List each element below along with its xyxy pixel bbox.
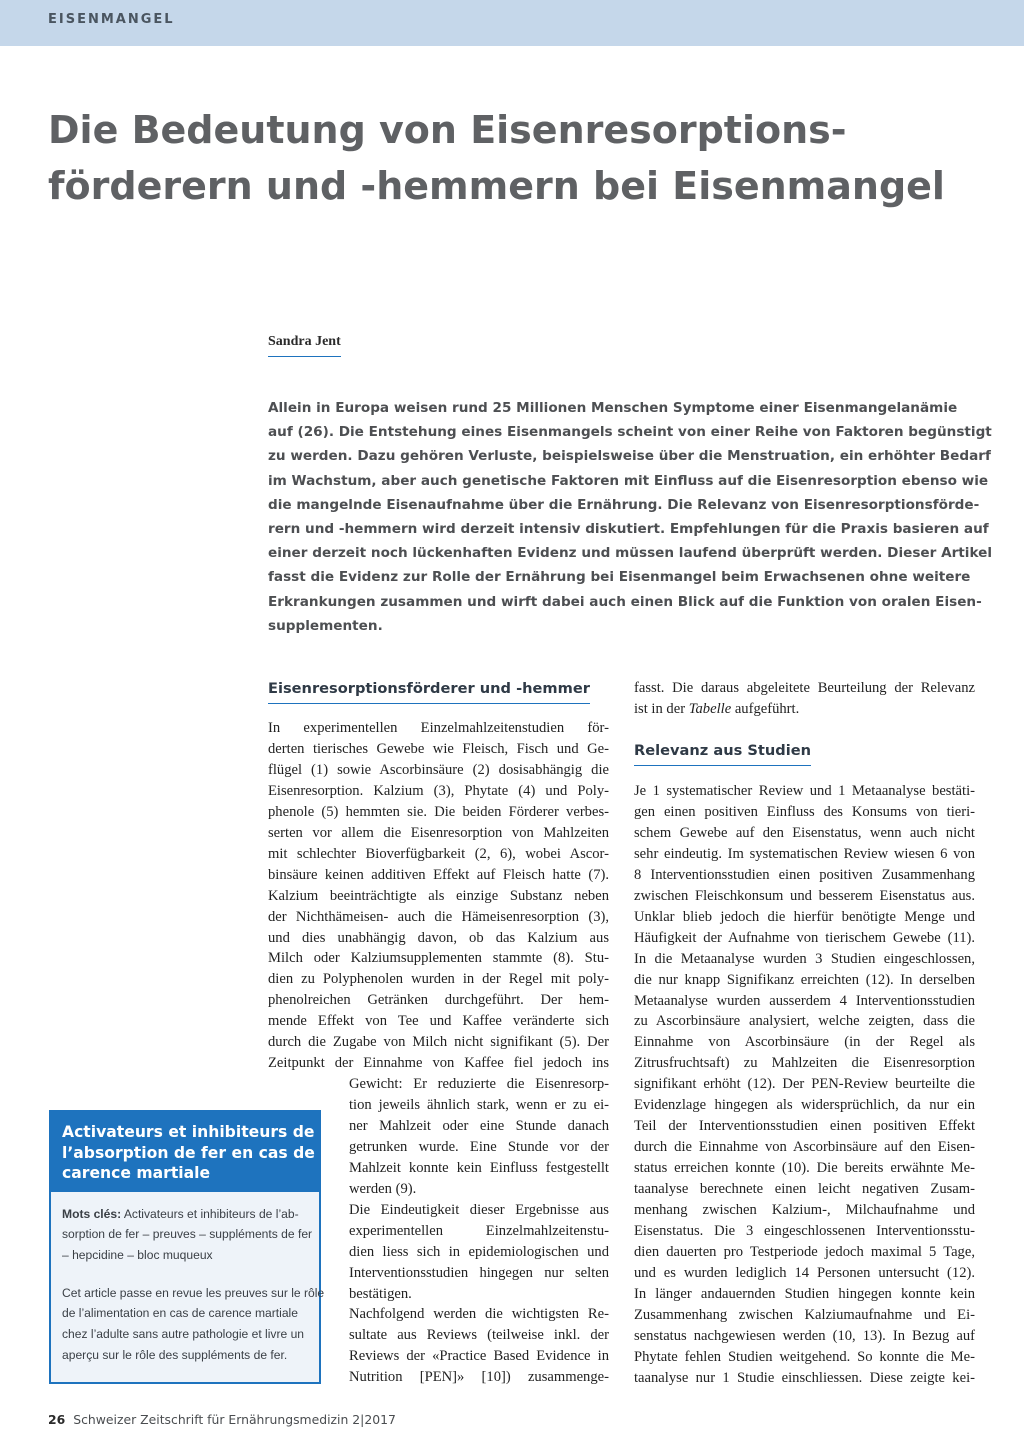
body-line: und es wurden lediglich 14 Personen untersucht (12). [634,1264,975,1281]
body-line: Phytate fehlen Studien weitgehend. So konnte die Me- [634,1348,975,1365]
summary-line: Cet article passe en revue les preuves sur le rôle [62,1285,325,1300]
body-line: experimentellen Einzelmahlzeitenstu- [349,1222,609,1239]
summary-line: de l’alimentation en cas de carence martiale [62,1306,298,1321]
body-line: bestätigen. [349,1285,412,1302]
body-line: fasst. Die daraus abgeleitete Beurteilung der Relevanz [634,680,975,696]
body-column-left-wide [268,718,609,1074]
body-line: flügel (1) sowie Ascorbinsäure (2) dosisabhängig die [268,761,609,778]
body-line: Milch oder Kalziumsupplementen stammte (8). Stu- [268,950,609,967]
body-line: durch die Einnahme von Ascorbinsäure auf den Eisen- [634,1139,975,1156]
body-line: durch die Zugabe von Milch nicht signifikant (5). Der [268,1034,609,1051]
author-name: Sandra Jent [268,334,341,357]
article-title [48,102,988,214]
body-column-left-narrow [349,1074,609,1388]
body-line: zu Ascorbinsäure analysiert, welche zeigten, dass die [634,1013,975,1030]
table-reference: Tabelle [688,700,732,717]
body-line [634,699,975,720]
lead-line: Allein in Europa weisen rund 25 Millionen Menschen Symptome einer Eisenmangelanämie [268,400,958,416]
body-text: aufgeführt. [731,700,800,717]
body-line: status erreichen konnte (10). Die bereits erwähnte Me- [634,1160,975,1177]
body-line: sultate aus Reviews (teilweise inkl. der [349,1327,609,1344]
lead-line: die mangelnde Eisenaufnahme über die Ernährung. Die Relevanz von Eisenresorptionsförde- [268,496,980,513]
body-line: Eisenstatus. Die 3 eingeschlossenen Interventionsstu- [634,1223,975,1240]
body-line: Interventionsstudien hingegen nur selten [349,1264,609,1281]
body-line: tion jeweils ähnlich stark, wenn er zu ei- [349,1096,609,1113]
french-summary-box [49,1110,325,1384]
heading-line: carence martiale [62,1164,211,1182]
body-line: die nur knapp Signifikanz erreichten (12). In derselben [634,971,975,988]
body-line: Zeitpunkt der Einnahme von Kaffee fiel jedoch ins [268,1055,609,1072]
body-line: Unklar blieb jedoch die hierfür benötigte Menge und [634,908,975,925]
body-line: schem Gewebe auf den Eisenstatus, wenn auch nicht [634,824,975,841]
body-line: Teil der Interventionsstudien einen positiven Effekt [634,1118,975,1135]
body-line: dien liess sich in epidemiologischen und [349,1243,609,1260]
body-line: serten vor allem die Eisenresorption von Mahlzeiten [268,824,609,841]
body-line: signifikant erhöht (12). Der PEN-Review beurteilte die [634,1076,975,1093]
body-line: Nachfolgend werden die wichtigsten Re- [349,1306,609,1323]
body-column-right [634,781,975,1389]
body-line: zwischen Fleischkonsum und besserem Eisenstatus aus. [634,887,975,904]
lead-line: supplementen. [268,617,383,634]
heading-line: l’absorption de fer en cas de [62,1143,315,1162]
body-line: Einnahme von Ascorbinsäure (in der Regel als [634,1034,975,1051]
french-summary-body [51,1192,325,1366]
body-line: Häufigkeit der Aufnahme von tierischem Gewebe (11). [634,929,975,946]
body-line: In die Metaanalyse wurden 3 Studien eingeschlossen, [634,950,975,967]
lead-line: einer derzeit noch lückenhaften Evidenz und müssen laufend überprüft werden. Dieser Artikel [268,545,993,562]
body-line: getrunken wurde. Eine Stunde vor der [349,1138,609,1155]
body-line: und dies unabhängig davon, ob das Kalzium aus [268,929,609,946]
lead-line: fasst die Evidenz zur Rolle der Ernährung bei Eisenmangel beim Erwachsenen ohne weitere [268,569,971,586]
lead-line: im Wachstum, aber auch genetische Faktoren mit Einfluss auf die Eisenresorption ebenso wie [268,472,989,489]
summary-line: chez l’adulte sans autre pathologie et livre un [62,1327,305,1342]
body-line: In experimentellen Einzelmahlzeitenstudien för- [268,720,609,736]
title-line: förderern und -hemmern bei Eisenmangel [48,164,945,208]
body-line: der Nichthämeisen- auch die Hämeisenresorption (3), [268,908,609,925]
body-line: Kalzium beeinträchtigte als einzige Substanz neben [268,887,609,904]
body-line: binsäure keinen additiven Effekt auf Fleisch hatte (7). [268,866,609,883]
page-number: 26 [48,1412,66,1427]
section-heading-foerderer: Eisenresorptionsförderer und -hemmer [268,680,590,704]
body-line: Gewicht: Er reduzierte die Eisenresorp- [349,1076,609,1092]
body-line: Mahlzeit konnte kein Einfluss festgestellt [349,1159,609,1176]
keywords-label: Mots clés: [62,1206,122,1221]
body-line: senstatus nachgewiesen werden (10, 13). In Bezug auf [634,1327,975,1344]
body-line: Zusammenhang zwischen Kalziumaufnahme und Ei- [634,1306,975,1323]
title-line: Die Bedeutung von Eisenresorptions- [48,108,847,152]
body-line: Je 1 systematischer Review und 1 Metaanalyse bestäti- [634,783,975,799]
lead-line: Erkrankungen zusammen und wirft dabei auch einen Blick auf die Funktion von oralen Eisen- [268,593,982,610]
keywords-text: Activateurs et inhibiteurs de l’ab- [121,1206,299,1221]
summary-line: aperçu sur le rôle des suppléments de fer. [62,1347,288,1362]
french-summary-heading [51,1112,319,1192]
body-line: Metaanalyse wurden ausserdem 4 Interventionsstudien [634,992,975,1009]
section-heading-relevanz: Relevanz aus Studien [634,742,811,766]
body-line: taanalyse nur 1 Studie einschliessen. Diese zeigte kei- [634,1369,975,1386]
body-line: Reviews der «Practice Based Evidence in [349,1348,609,1365]
body-text: ist in der [634,700,689,717]
body-line: phenole (5) hemmten sie. Die beiden Förderer verbes- [268,803,609,820]
body-line: phenolreichen Getränken durchgeführt. Der hem- [268,992,609,1009]
body-line: Evidenzlage hingegen als widersprüchlich, da nur ein [634,1097,975,1114]
keywords-line [62,1204,309,1225]
body-column-right-intro [634,678,975,720]
body-line: ner Mahlzeit oder eine Stunde danach [349,1117,609,1134]
lead-line: zu werden. Dazu gehören Verluste, beispielsweise über die Menstruation, ein erhöhter Bedarf [268,448,991,465]
heading-line: Activateurs et inhibiteurs de [62,1123,315,1141]
body-line: mit schlechter Bioverfügbarkeit (2, 6), wobei Ascor- [268,845,609,862]
body-line: menhang zwischen Kalzium-, Milchaufnahme und [634,1202,975,1219]
section-label: EISENMANGEL [48,12,175,27]
body-line: sehr eindeutig. Im systematischen Review wiesen 6 von [634,845,975,862]
body-line: derten tierisches Gewebe wie Fleisch, Fisch und Ge- [268,740,609,757]
lead-paragraph [268,396,993,638]
journal-name: Schweizer Zeitschrift für Ernährungsmedizin 2|2017 [73,1412,396,1427]
section-header-band [0,0,1024,46]
body-line: mende Effekt von Tee und Kaffee veränderte sich [268,1013,609,1030]
lead-line: rern und -hemmern wird derzeit intensiv diskutiert. Empfehlungen für die Praxis basieren auf [268,521,989,538]
body-line: Eisenresorption. Kalzium (3), Phytate (4) und Poly- [268,782,609,799]
keywords-line: – hepcidine – bloc muqueux [62,1247,213,1262]
body-line: gen einen positiven Einfluss des Konsums von tieri- [634,803,975,820]
body-line: Die Eindeutigkeit dieser Ergebnisse aus [349,1201,609,1218]
body-line: dien dauerten pro Testperiode jedoch maximal 5 Tage, [634,1243,975,1260]
body-line: dien zu Polyphenolen wurden in der Regel mit poly- [268,971,609,988]
body-line: 8 Interventionsstudien einen positiven Zusammenhang [634,866,975,883]
body-line: In länger andauernden Studien hingegen konnte kein [634,1285,975,1302]
body-line: Zitrusfruchtsaft) zu Mahlzeiten die Eisenresorption [634,1055,975,1072]
body-line: Nutrition [PEN]» [10]) zusammenge- [349,1369,609,1386]
body-line: taanalyse berechnete einen leicht negativen Zusam- [634,1181,975,1198]
page-footer [48,1412,396,1427]
body-line: werden (9). [349,1180,417,1197]
lead-line: auf (26). Die Entstehung eines Eisenmangels scheint von einer Reihe von Faktoren begünstigt [268,424,992,441]
keywords-line: sorption de fer – preuves – suppléments de fer [62,1227,313,1242]
